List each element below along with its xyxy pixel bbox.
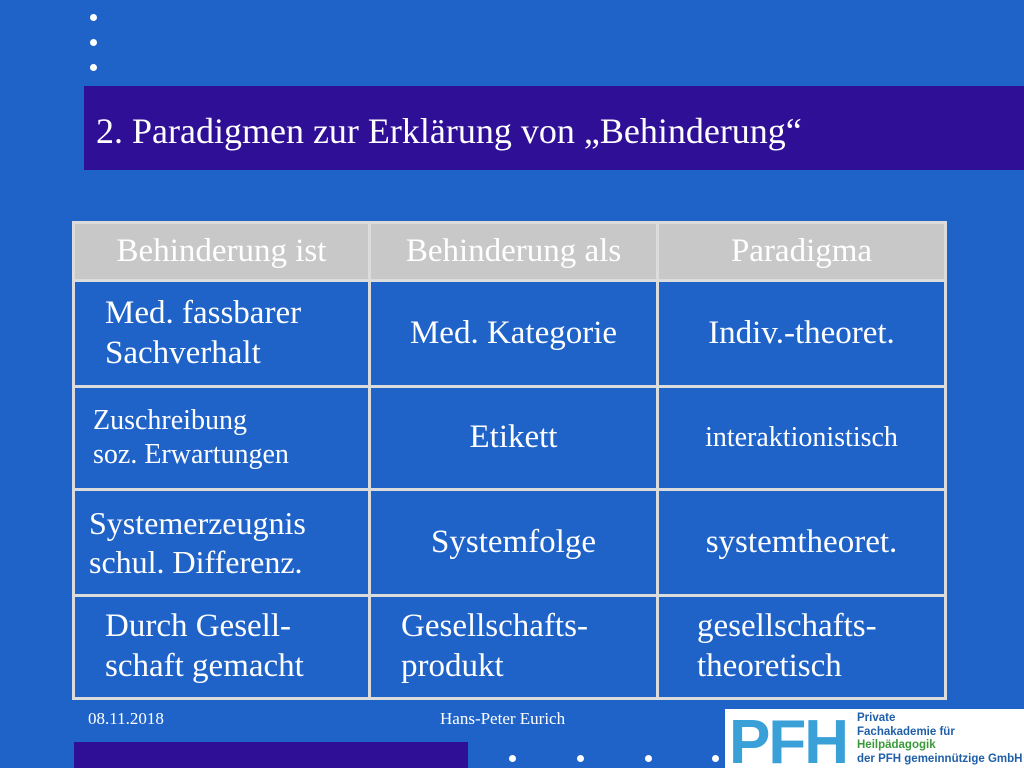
table-cell: Gesellschafts- produkt	[371, 597, 659, 697]
logo-text	[857, 712, 1023, 766]
table-cell: Durch Gesell- schaft gemacht	[75, 597, 371, 697]
table-cell: Etikett	[371, 388, 659, 491]
table-header: Behinderung ist	[75, 224, 371, 282]
pfh-logo	[725, 709, 1024, 768]
table-cell: interaktionistisch	[659, 388, 944, 491]
table-cell: Zuschreibung soz. Erwartungen	[75, 388, 371, 491]
table-cell: systemtheoret.	[659, 491, 944, 597]
table-cell: Med. Kategorie	[371, 282, 659, 388]
table-cell: Med. fassbarer Sachverhalt	[75, 282, 371, 388]
decor-dot	[712, 755, 719, 762]
decor-dot	[509, 755, 516, 762]
logo-line: Private	[857, 712, 896, 724]
decor-dot	[645, 755, 652, 762]
footer-author: Hans-Peter Eurich	[440, 709, 566, 728]
paradigm-table	[72, 221, 947, 700]
title-bar	[84, 86, 1024, 170]
decor-dot	[90, 14, 97, 21]
table-cell: Systemerzeugnis schul. Differenz.	[75, 491, 371, 597]
decor-dot	[90, 39, 97, 46]
logo-letters: PFH	[729, 709, 847, 768]
table-cell: Indiv.-theoret.	[659, 282, 944, 388]
decor-dot	[90, 64, 97, 71]
footer-date: 08.11.2018	[88, 709, 164, 728]
table-cell: gesellschafts- theoretisch	[697, 608, 877, 684]
logo-line: der PFH gemeinnützige GmbH	[857, 752, 1023, 765]
table-header: Paradigma	[659, 224, 944, 282]
logo-line: Heilpädagogik	[857, 739, 936, 751]
table-header: Behinderung als	[371, 224, 659, 282]
logo-line: Fachakademie für	[857, 725, 955, 738]
slide-title: 2. Paradigmen zur Erklärung von „Behinderung“	[96, 111, 802, 151]
table-cell: Systemfolge	[371, 491, 659, 597]
bottom-bar	[74, 742, 468, 768]
decor-dot	[577, 755, 584, 762]
